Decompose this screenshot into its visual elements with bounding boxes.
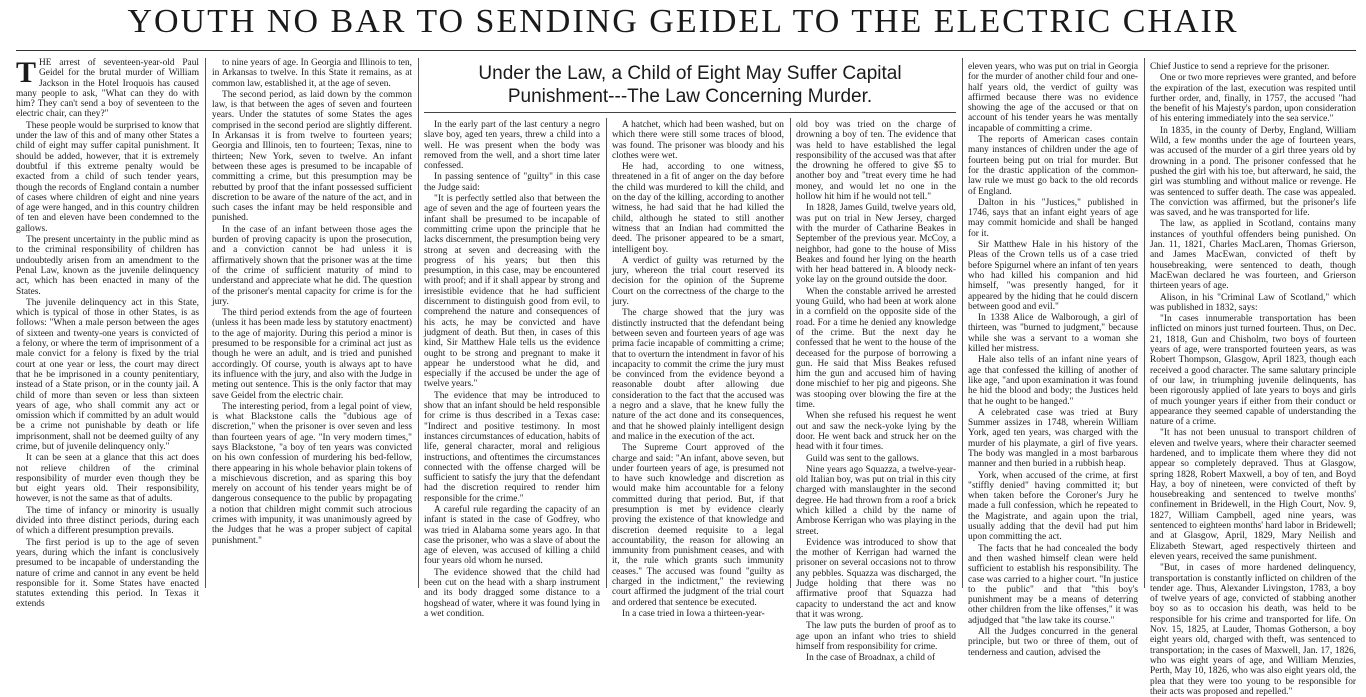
article-column-4 bbox=[612, 120, 784, 619]
article-column-7 bbox=[1150, 62, 1357, 697]
column-divider bbox=[1144, 58, 1145, 588]
paragraph: Nine years ago Squazza, a twelve-year-old Italian boy, was put on trial in this city charged with manslaughter in the second degree. He had thrown from a roof a brick which killed a child by the name of Ambrose Kerrigan who was playing in the street. bbox=[796, 464, 956, 537]
paragraph: The third period extends from the age of fourteen (unless it has been made less by statutory enactment) to the age of majority. During this period a minor is presumed to be responsible for a criminal act just as though he were an adult, and is tried and punished accordingly. Of course, youth is always apt to have its influence with the jury, and also with the Judge in meting out sentence. This is the only factor that may save Geidel from the electric chair. bbox=[212, 308, 412, 401]
paragraph: to nine years of age. In Georgia and Illinois to ten, in Arkansas to twelve. In this State it remains, as at common law, established it, at the age of seven. bbox=[212, 58, 412, 89]
column-6-text bbox=[968, 62, 1138, 658]
paragraph: The Supreme Court approved of the charge and said: "An infant, above seven, but under fourteen years of age, is presumed not to have such knowledge and discretion as would make him accountable for a felony committed during that period. But, if that presumption is met by evidence clearly proving the existence of that knowledge and discretion deemed requisite to a legal accountability, the reason for allowing an immunity from punishment ceases, and with it, the rule which grants such immunity ceases." The accused was found "guilty as charged in the indictment," the reviewing court affirmed the judgment of the trial court and ordered that sentence be executed. bbox=[612, 443, 784, 608]
paragraph: In the case of Broadnax, a child of bbox=[806, 653, 936, 664]
column-7-text bbox=[1150, 62, 1356, 697]
paragraph: A careful rule regarding the capacity of an infant is stated in the case of Godfrey, who was tried in Alabama some years ago. In that case the prisoner, who was a slave of about the age of eleven, was accused of killing a child four years old whom he nursed. bbox=[424, 504, 600, 567]
column-4-text bbox=[612, 120, 784, 619]
column-5-text bbox=[796, 120, 956, 663]
paragraph: A celebrated case was tried at Bury Summer assizes in 1748, wherein William York, aged ten years, was charged with the murder of his playmate, a girl of five years. The body was mangled in a most barbarous manner and then buried in a rubbish heap. bbox=[968, 407, 1138, 470]
paragraph: He had, according to one witness, threatened in a fit of anger on the day before the child was murdered to kill the child, and on the day of the killing, according to another witness, he had said that he had killed the child, although he stated to still another witness that an Indian had committed the deed. The prisoner appeared to be a smart, intelligent boy. bbox=[612, 162, 784, 255]
paragraph: In 1835, in the county of Derby, England, William Wild, a few months under the age of fourteen years, was accused of the murder of a girl three years old by drowning in a pond. The prisoner confessed that he pushed the girl with his toe, but afterward, he said, the girl was stumbling and without malice or revenge. He was sentenced to suffer death. The case was appealed. The conviction was affirmed, but the prisoner's life was saved, and he was transported for life. bbox=[1150, 125, 1356, 219]
subheadline-rule bbox=[424, 112, 956, 113]
paragraph: Evidence was introduced to show that the mother of Kerrigan had warned the prisoner on several occasions not to throw any pebbles. Squazza was discharged, the Judge holding that there was no affirmative proof that Squazza had capacity to understand the act and know that it was wrong. bbox=[796, 537, 956, 620]
paragraph: Dalton in his "Justices," published in 1746, says that an infant eight years of age may commit homicide and shall be hanged for it. bbox=[968, 197, 1138, 239]
paragraph: The law puts the burden of proof as to age upon an infant who tries to shield himself from responsibility for crime. bbox=[796, 621, 956, 652]
headline-rule bbox=[16, 50, 1356, 51]
paragraph: In 1828, James Guild, twelve years old, was put on trial in New Jersey, charged with the murder of Catharine Beakes in September of the previous year. McCoy, a neighbor, had gone to the house of Miss Beakes and found her lying on the hearth with her head battered in. A bloody neck-yoke lay on the ground outside the door. bbox=[796, 203, 956, 286]
paragraph: All the Judges concurred in the general principle, but two or three of them, out of tenderness and caution, advised the bbox=[968, 627, 1138, 658]
paragraph: Alison, in his "Criminal Law of Scotland," which was published in 1832, says: bbox=[1150, 292, 1356, 313]
headline: YOUTH NO BAR TO SENDING GEIDEL TO THE ELECTRIC CHAIR bbox=[127, 3, 1239, 40]
paragraph: Hale also tells of an infant nine years of age that confessed the killing of another of like age, "and upon examination it was found he hid the blood and body; the Justices held that he ought to be hanged." bbox=[968, 355, 1138, 407]
paragraph: The juvenile delinquency act in this State, which is typical of those in other States, is as follows: "When a male person between the ages of sixteen and twenty-one years is convicted of a felony, or where the term of imprisonment of a male convict for a felony is fixed by the trial court at one year or less, the court may direct that he be imprisoned in a county penitentiary, instead of a State prison, or in the county jail. A child of more than seven or less than sixteen years of age, who shall commit any act or omission which if committed by an adult would be a crime not punishable by death or life imprisonment, shall not be deemed guilty of any crime, but of juvenile delinquency only." bbox=[16, 297, 199, 452]
paragraph: These people would be surprised to know that under the law of this and of many other States a child of eight may suffer capital punishment. It should be added, however, that it is extremely doubtful if this extreme penalty would be exacted from a child of such tender years, though the records of England contain a number of cases where children of eight and nine years of age were hanged, and in this country children of ten and eleven have been condemned to the gallows. bbox=[16, 120, 199, 234]
column-divider bbox=[790, 118, 791, 588]
paragraph: In the early part of the last century a negro slave boy, aged ten years, threw a child into a well. He was present when the body was removed from the well, and a short time later confessed. bbox=[424, 120, 600, 172]
paragraph: The present uncertainty in the public mind as to the criminal responsibility of children has undoubtedly arisen from an amendment to the Penal Law, known as the juvenile delinquency act, which has been enacted in many of the States. bbox=[16, 235, 199, 297]
paragraph: Chief Justice to send a reprieve for the prisoner. bbox=[1150, 62, 1330, 72]
paragraph: HE arrest of seventeen-year-old Paul Geidel for the brutal murder of William Jackson in the Hotel Iroquois has caused many people to ask, "What can they do with him? They can't send a boy of seventeen to the electric chair, can they?" bbox=[16, 58, 199, 120]
column-1-text bbox=[16, 58, 199, 610]
paragraph: It can be seen at a glance that this act does not relieve children of the criminal responsibility of murder even though they be but eight years old. Their responsibility, however, is not the same as that of adults. bbox=[16, 453, 199, 505]
column-divider bbox=[205, 58, 206, 588]
paragraph: The evidence showed that the child had been cut on the head with a sharp instrument and its body dragged some distance to a hogshead of water, where it was found lying in a wet condition. bbox=[424, 567, 600, 619]
paragraph: When the constable arrived he arrested young Guild, who had been at work alone in a cornfield on the opposite side of the road. For a time he denied any knowledge of the crime. But the next day he confessed that he went to the house of the deceased for the purpose of borrowing a gun. He said that Miss Beakes refused him the gun and accused him of having done mischief to her pig and pigeons. She was stooping over blowing the fire at the time. bbox=[796, 286, 956, 411]
paragraph: The time of infancy or minority is usually divided into three distinct periods, during each of which a different presumption prevails. bbox=[16, 505, 199, 537]
paragraph: The reports of American cases contain many instances of children under the age of fourteen being put on trial for murder. But for the drastic application of the common-law rule we must go back to the old records of England. bbox=[968, 135, 1138, 197]
paragraph: The second period, as laid down by the common law, is that between the ages of seven and fourteen years. Under the statutes of some States the ages comprised in the second period are slightly different. In Arkansas it is from twelve to fourteen years; Georgia and Illinois, ten to fourteen; Texas, nine to thirteen; New York, seven to twelve. An infant between these ages is presumed to be incapable of committing a crime, but this presumption may be rebutted by proof that the infant possessed sufficient discretion to be aware of the nature of the act, and in such cases the infant may be held responsible and punished. bbox=[212, 89, 412, 224]
paragraph: "In cases innumerable transportation has been inflicted on minors just turned fourteen. Thus, on Dec. 21, 1818, Gun and Chisholm, two boys of fourteen years of age, were transported fourteen years, as was Robert Thompson, Glasgow, April 1823, though each received a good character. The same salutary principle of our law, in triumphing juvenile delinquents, has been rigorously applied of late years to boys and girls of much younger years if either from their conduct or appearance they seemed capable of understanding the nature of a crime. bbox=[1150, 314, 1356, 428]
article-column-2 bbox=[212, 58, 412, 588]
paragraph: In a case tried in Iowa a thirteen-year- bbox=[622, 608, 765, 619]
paragraph: Sir Matthew Hale in his history of the Pleas of the Crown tells us of a case tried before Spigurnel where an infant of ten years who had killed his companion and hid himself, "was presently hanged, for it appeared by the hiding that he could discern between good and evil." bbox=[968, 240, 1138, 312]
article-column-3 bbox=[424, 120, 600, 619]
article-column-1 bbox=[16, 56, 199, 610]
article-column-6 bbox=[968, 62, 1138, 658]
paragraph: The law, as applied in Scotland, contains many instances of youthful offenders being punished. On Jan. 11, 1821, Charles MacLaren, Thomas Grierson, and James MacEwan, convicted of theft by housebreaking, were sentenced to death, though MacEwan declared he was fourteen, and Grierson thirteen years of age. bbox=[1150, 219, 1356, 292]
paragraph: In passing sentence of "guilty" in this case the Judge said: bbox=[424, 172, 600, 193]
column-divider bbox=[606, 118, 607, 588]
column-2-text bbox=[212, 58, 412, 546]
subheadline: Under the Law, a Child of Eight May Suffer Capital Punishment---The Law Concerning Murder. bbox=[478, 63, 902, 107]
drop-cap: T bbox=[16, 56, 37, 89]
paragraph: "But, in cases of more hardened delinquency, transportation is constantly inflicted on children of the tender age. Thus, Alexander Livingston, 1783, a boy of twelve years of age, convicted of stabbing another boy so as to occasion his death, was held to be responsible for his crime and transported for life. On Nov. 15, 1825, at Lauder, Thomas Gotherson, a boy eight years old, charged with theft, was sentenced to transportation; in the cases of Maxwell, Jan. 17, 1826, who was eight years of age, and William Menzies, Perth, May 10, 1826, who was also eight years old, the plea that they were too young to be responsible for their acts was proposed and repelled." bbox=[1150, 563, 1356, 697]
paragraph: A hatchet, which had been washed, but on which there were still some traces of blood, was found. The prisoner was bloody and his clothes were wet. bbox=[612, 120, 784, 161]
paragraph: When she refused his request he went out and saw the neck-yoke lying by the door. He went back and struck her on the head with it four times. bbox=[796, 411, 956, 453]
paragraph: "It has not been unusual to transport children of eleven and twelve years, where their character seemed hardened, and to implicate them where they did not appear so completely depraved. Thus at Glasgow, spring 1828, Robert Maxwell, a boy of ten, and Boyd Hay, a boy of nineteen, were convicted of theft by housebreaking and sentenced to twelve months' confinement in Bridewell, in the High Court, Nov. 9, 1827, William Campbell, aged nine years, was sentenced to eighteen months' hard labor in Bridewell; and at Glasgow, April, 1829, Mary Neilish and Elizabeth Stewart, aged respectively thirteen and eleven years, received the same punishment. bbox=[1150, 428, 1356, 562]
paragraph: The facts that he had concealed the body and then washed himself clean were held sufficient to establish his responsibility. The case was carried to a higher court. "In justice to the public" and that "this boy's punishment may be a means of deterring other children from the like offenses," it was adjudged that "the law take its course." bbox=[968, 543, 1138, 626]
paragraph: The evidence that may be introduced to show that an infant should be held responsible for crime is thus described in a Texas case: "Indirect and positive testimony. In most instances circumstances of education, habits of life, general character, moral and religious instructions, and oftentimes the circumstances connected with the offense charged will be sufficient to satisfy the jury that the defendant had the discretion required to render him responsible for the crime." bbox=[424, 390, 600, 504]
paragraph: York, when accused of the crime, at first "stiffly denied" having committed it; but when taken before the Coroner's Jury he made a full confession, which he repeated to the Magistrate, and again upon the trial, usually adding that the devil had put him upon committing the act. bbox=[968, 470, 1138, 543]
article-column-5 bbox=[796, 120, 956, 664]
paragraph: The charge showed that the jury was distinctly instructed that the defendant being between seven and fourteen years of age was prima facie incapable of committing a crime; that to overturn the intendment in favor of his incapacity to commit the crime the jury must be convinced from the evidence beyond a reasonable doubt after allowing due consideration to the fact that the accused was a negro and a slave, that he knew fully the nature of the act done and its consequences, and that he showed plainly intelligent design and malice in the execution of the act. bbox=[612, 308, 784, 442]
paragraph: In the case of an infant between those ages the burden of proving capacity is upon the prosecution, and a conviction cannot be had unless it is affirmatively shown that the prisoner was at the time of the crime of sufficient maturity of mind to understand and appreciate what he did. The question of the prisoner's mental capacity for crime is for the jury. bbox=[212, 224, 412, 307]
paragraph: One or two more reprieves were granted, and before the expiration of the last, execution was respited until further order, and, finally, in 1757, the accused "had the benefit of his Majesty's pardon, upon consideration of his entering immediately into the sea service." bbox=[1150, 73, 1357, 125]
column-divider bbox=[962, 58, 963, 588]
column-divider bbox=[418, 58, 419, 588]
paragraph: In 1338 Alice de Walborough, a girl of thirteen, was "burned to judgment," because while she was a servant to a woman she killed her mistress. bbox=[968, 313, 1138, 355]
paragraph: A verdict of guilty was returned by the jury, whereon the trial court reserved its decision for the opinion of the Supreme Court on the correctness of the charge to the jury. bbox=[612, 255, 784, 308]
paragraph: Guild was sent to the gallows. bbox=[806, 453, 920, 464]
paragraph: old boy was tried on the charge of drowning a boy of ten. The evidence that was held to have established the legal responsibility of the accused was that after the drowning he offered to give $5 to another boy and "treat every time he had money, and would let no one in the hollow hit him if he would not tell." bbox=[796, 120, 956, 203]
paragraph: eleven years, who was put on trial in Georgia for the murder of another child four and one-half years old, the verdict of guilty was affirmed because there was no evidence showing the age of the accused or that on account of his tender years he was mentally incapable of committing a crime. bbox=[968, 62, 1138, 134]
paragraph: The interesting period, from a legal point of view, is what Blackstone calls the "dubious age of discretion," when the prisoner is over seven and less than fourteen years of age. "In very modern times," says Blackstone, "a boy of ten years was convicted on his own confession of murdering his bed-fellow, there appearing in his whole behavior plain tokens of a mischievous discretion, and as sparing this boy merely on account of his tender years might be of dangerous consequence to the public by propagating a notion that children might commit such atrocious crimes with impunity, it was unanimously agreed by the Judges that he was a proper subject of capital punishment." bbox=[212, 401, 412, 546]
paragraph: "It is perfectly settled also that between the age of seven and the age of fourteen years the infant shall be presumed to be incapable of committing crime upon the principle that he lacks discernment, the presumption being very strong at seven and decreasing with the progress of his years; but then this presumption, in this case, may be encountered with proof; and if it shall appear by strong and irresistible evidence that he had sufficient discernment to distinguish good from evil, to comprehend the nature and consequences of his acts, he may be convicted and have judgment of death. But then, in cases of this kind, Sir Matthew Hale tells us the evidence ought to be strong and pregnant to make it appear he understood what he did, and especially if the accused be under the age of twelve years." bbox=[424, 194, 600, 390]
paragraph: The first period is up to the age of seven years, during which the infant is conclusively presumed to be incapable of understanding the nature of crime and cannot in any event be held responsible for it. Some States have enacted statutes extending this period. In Texas it extends bbox=[16, 537, 199, 610]
column-3-text bbox=[424, 120, 600, 619]
